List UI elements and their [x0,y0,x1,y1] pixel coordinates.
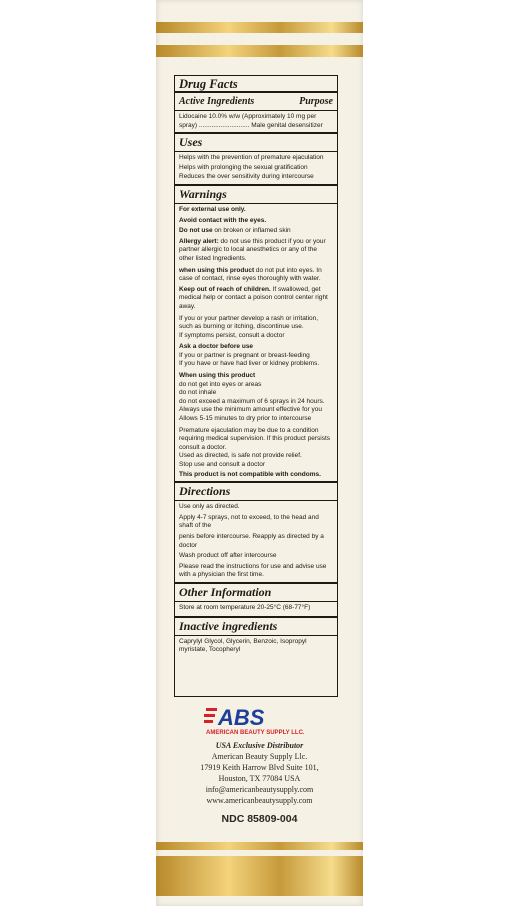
uses-heading: Uses [179,135,203,150]
warning-text: do not use this product if you or your partner allergic to local anesthetics or any of the other listed Ingredients. [179,237,326,262]
warning-label: when using this product [179,266,255,274]
logo-subtext: AMERICAN BEAUTY SUPPLY LLC. [206,730,304,736]
when-item: do not inhale [179,389,217,397]
when-item: do not exceed a maximum of 6 sprays in 24 hours. [179,397,325,405]
purpose-heading: Purpose [299,96,333,107]
when-item: Always use the minimum amount effective for you [179,406,322,414]
other-info-heading: Other Information [179,584,272,599]
direction-item: Wash product off after intercourse [179,552,277,560]
active-header-row [179,95,333,108]
warning-children [179,286,333,312]
divider [175,601,337,602]
active-ingredients-heading: Active Ingredients [179,96,255,107]
when-item: Allows 5-15 minutes to dry prior to intercourse [179,415,312,423]
use-item: Reduces the over sensitivity during intercourse [179,173,314,181]
use-item: Helps with prolonging the sexual gratification [179,163,308,171]
inactive-heading: Inactive ingredients [179,618,278,633]
abs-logo [204,704,304,736]
when-using-heading: When using this product [179,372,256,380]
divider [175,582,337,584]
when-item: do not get into eyes or areas [179,380,262,388]
distributor-address-2: Houston, TX 77084 USA [218,774,301,783]
warning-allergy [179,238,333,264]
logo-stripe [204,714,215,717]
distributor-block [156,740,363,806]
direction-item: Use only as directed. [179,503,240,511]
drug-facts-title: Drug Facts [179,77,238,91]
warning-label: Do not use [179,227,213,235]
directions-heading: Directions [179,484,231,499]
warning-symptoms: If symptoms persist, consult a doctor [179,331,285,339]
warning-do-not-use [179,227,333,236]
logo-stripe [206,708,217,711]
inactive-text: Caprylyl Glycol, Glycerin, Benzoic, Isopropyl myristate, Tocopheryl [179,637,307,654]
warning-eyes: Avoid contact with the eyes. [179,216,267,224]
drug-facts-panel [174,75,338,697]
warning-label: Allergy alert: [179,237,219,245]
distributor-website: www.americanbeautysupply.com [206,796,313,805]
divider [175,203,337,204]
divider [175,500,337,501]
ask-item: If you have or have had liver or kidney problems. [179,360,320,368]
ask-doctor-heading: Ask a doctor before use [179,343,254,351]
warning-text: If swallowed, get medical help or contact a poison control center right away. [179,285,328,310]
warning-rash: If you or your partner develop a rash or irritation, such as burning or itching, discontinue use. [179,314,319,331]
direction-item: penis before intercourse. Reapply as directed by a doctor [179,532,324,549]
divider [175,635,337,636]
abs-logo-mark [204,704,304,736]
active-line-1: Lidocaine 10.0% w/w (Approximately 10 mg per [179,113,317,120]
distributor-email: info@americanbeautysupply.com [205,785,314,794]
distributor-address-1: 17919 Keith Harrow Blvd Suite 101, [200,763,319,772]
ndc-code: NDC 85809-004 [221,813,298,825]
logo-stripe [204,720,213,723]
gold-band-top-2 [156,45,363,57]
ask-item: If you or partner is pregnant or breast-feeding [179,351,310,359]
divider [175,110,337,111]
premature-ejaculation-note: Premature ejaculation may be due to a condition requiring medical supervision. If this product persists consult a doctor. [179,426,331,451]
divider [175,132,337,134]
gold-band-bottom-2 [156,856,363,896]
distributor-label: USA Exclusive Distributor [215,741,304,750]
condoms-warning: This product is not compatible with condoms. [179,470,321,478]
active-line-2: spray) ............................ Male genital desensitizer [179,121,323,129]
divider [175,91,337,93]
warning-when-using [179,267,333,284]
warning-external: For external use only. [179,205,246,213]
pe-line: Stop use and consult a doctor [179,461,266,468]
divider [175,616,337,618]
direction-item: Apply 4-7 sprays, not to exceed, to the head and shaft of the [179,513,319,530]
divider [175,184,337,186]
divider [175,481,337,483]
other-info-text: Store at room temperature 20-25°C (68-77°F) [179,603,311,611]
logo-text: ABS [218,705,265,730]
gold-band-bottom-1 [156,842,363,850]
direction-item: Please read the instructions for use and advise use with a physician the first time. [179,562,327,579]
gold-band-top-1 [156,22,363,33]
warning-text: do not put into eyes. In case of contact, rinse eyes thoroughly with water. [179,266,322,283]
warnings-heading: Warnings [179,186,227,201]
distributor-name: American Beauty Supply Llc. [211,752,308,761]
divider [175,151,337,152]
warning-label: Keep out of reach of children. [179,285,271,293]
warning-text: on broken or inflamed skin [212,227,291,235]
use-item: Helps with the prevention of premature ejaculation [179,154,324,162]
pe-line: Used as directed, is safe not provide relief. [179,452,302,460]
